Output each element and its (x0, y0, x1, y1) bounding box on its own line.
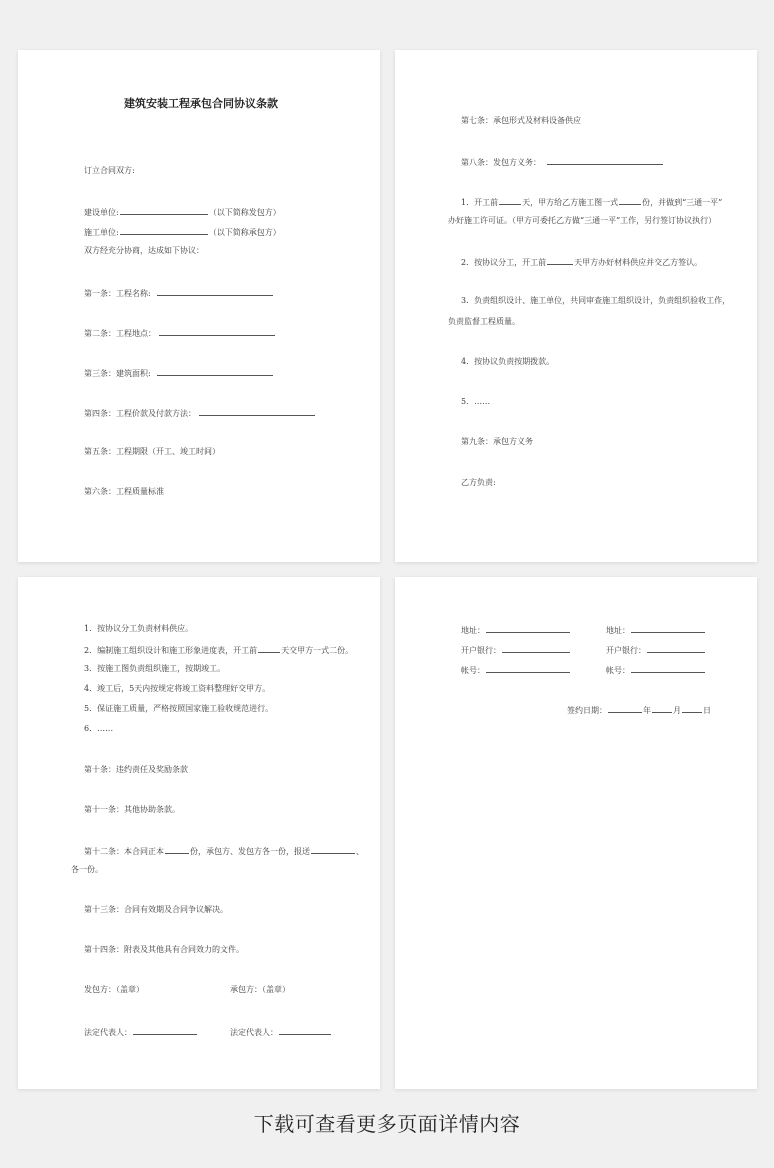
contractor-duty-4: 4．竣工后，5天内按规定将竣工资料整理好交甲方。 (84, 684, 271, 693)
account-left: 帐号： (461, 664, 571, 676)
employer-duty-3: 3．负责组织设计、施工单位，共同审查施工组织设计，负责组织验收工作， (461, 296, 731, 305)
article-10: 第十条：违约责任及奖励条款 (84, 765, 188, 774)
parties-intro: 订立合同双方: (84, 166, 135, 175)
account-right: 帐号： (606, 664, 706, 676)
employer-duty-3-cont: 负责监督工程质量。 (448, 317, 520, 326)
article-14: 第十四条：附表及其他具有合同效力的文件。 (84, 945, 244, 954)
document-page-4 (395, 577, 757, 1089)
article-13: 第十三条：合同有效期及合同争议解决。 (84, 905, 228, 914)
contractor-duty-1: 1．按协议分工负责材料供应。 (84, 624, 194, 633)
agreement-text: 双方经充分协商，达成如下协议： (84, 246, 204, 255)
builder-line: 建设单位: （以下简称发包方） (84, 208, 281, 217)
article-2: 第二条：工程地点： (84, 327, 276, 339)
article-6: 第六条：工程质量标准 (84, 487, 164, 496)
article-1: 第一条：工程名称: (84, 287, 274, 299)
employer-duty-4: 4．按协议负责按期拨款。 (461, 357, 555, 366)
bank-left: 开户银行： (461, 644, 571, 656)
article-12: 第十二条：本合同正本 份，承包方、发包方各一份，报送 、 (84, 847, 364, 856)
legal-rep-right: 法定代表人： (230, 1026, 332, 1038)
address-right: 地址： (606, 624, 706, 636)
employer-seal: 发包方：（盖章） (84, 985, 144, 994)
contractor-duty-6: 6．…… (84, 724, 114, 733)
document-page-2 (395, 50, 757, 562)
article-3: 第三条：建筑面积: (84, 367, 274, 379)
contractor-seal: 承包方：（盖章） (230, 985, 290, 994)
employer-duty-5: 5．…… (461, 397, 491, 406)
article-11: 第十一条：其他协助条款。 (84, 805, 180, 814)
contract-title: 建筑安装工程承包合同协议条款 (124, 97, 278, 110)
article-12-cont: 各一份。 (71, 865, 103, 874)
document-page-1 (18, 50, 380, 562)
bank-right: 开户银行： (606, 644, 706, 656)
contractor-line: 施工单位: （以下简称承包方） (84, 228, 281, 237)
party-b-label: 乙方负责: (461, 478, 496, 487)
article-8: 第八条：发包方义务： (461, 156, 664, 168)
contractor-duty-2: 2．编制施工组织设计和施工形象进度表，开工前 天交甲方一式二份。 (84, 646, 354, 655)
article-7: 第七条：承包形式及材料设备供应 (461, 116, 581, 125)
article-5: 第五条：工程期限（开工、竣工时间） (84, 447, 220, 456)
employer-duty-2: 2．按协议分工，开工前 天甲方办好材料供应并交乙方签认。 (461, 258, 703, 267)
employer-duty-1: 1．开工前 天，甲方给乙方施工图一式 份，并做到“三通一平” (461, 198, 723, 207)
legal-rep-left: 法定代表人： (84, 1026, 198, 1038)
address-left: 地址： (461, 624, 571, 636)
contractor-duty-5: 5．保证施工质量，严格按照国家施工验收规范进行。 (84, 704, 274, 713)
document-page-3 (18, 577, 380, 1089)
article-4: 第四条：工程价款及付款方法： (84, 407, 316, 419)
download-hint: 下载可查看更多页面详情内容 (253, 1112, 521, 1136)
sign-date: 签约日期： 年 月 日 (567, 706, 711, 715)
contractor-duty-3: 3．按施工图负责组织施工，按期竣工。 (84, 664, 226, 673)
article-9: 第九条：承包方义务 (461, 437, 533, 446)
employer-duty-1-cont: 办好施工许可证。（甲方可委托乙方做“三通一平”工作，另行签订协议执行） (448, 216, 717, 225)
